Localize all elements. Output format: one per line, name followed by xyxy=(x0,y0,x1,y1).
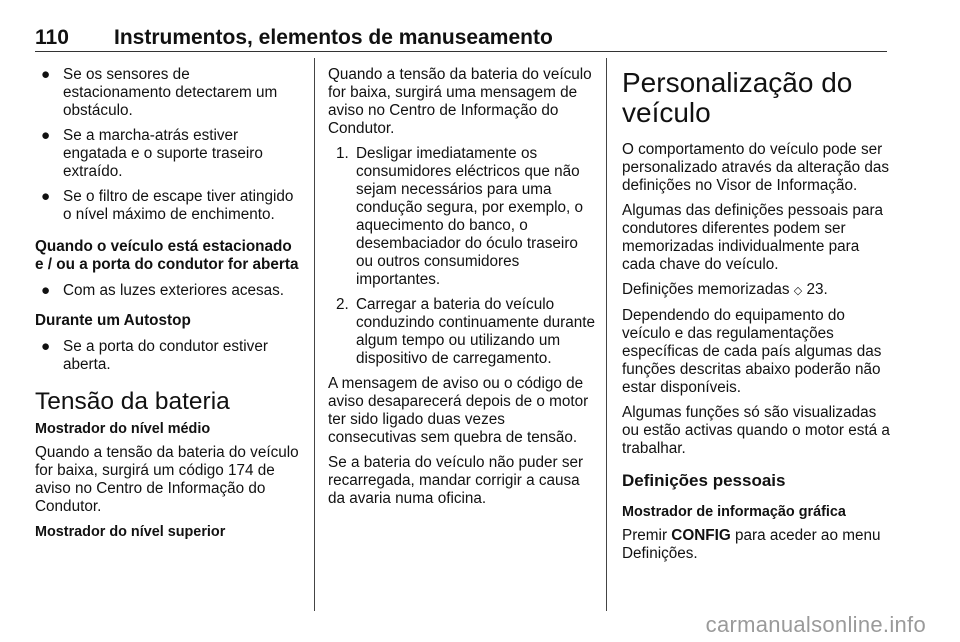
subheading-upper-level: Mostrador do nível superior xyxy=(35,524,226,540)
paragraph: A mensagem de aviso ou o código de aviso desaparecerá depois de o motor ter sido ligado duas vezes consecutivas sem quebra de tensão. xyxy=(328,375,589,446)
subheading-personal-settings: Definições pessoais xyxy=(622,471,786,490)
section-title-personalization: Personalização do veículo xyxy=(622,67,853,128)
section-title-battery: Tensão da bateria xyxy=(35,388,230,415)
page-number: 110 xyxy=(35,26,69,49)
bullet-icon: ● xyxy=(41,188,51,205)
bullet-icon: ● xyxy=(41,338,51,355)
column-3 xyxy=(622,68,890,570)
page-header xyxy=(35,26,887,50)
subheading-autostop: Durante um Autostop xyxy=(35,312,191,329)
paragraph: Algumas funções só são visualizadas ou estão activas quando o motor está a trabalhar. xyxy=(622,404,890,457)
bullet-icon: ● xyxy=(41,127,51,144)
bullet-item: ● Se a marcha-atrás estiver engatada e o suporte traseiro extraído. xyxy=(41,127,263,180)
paragraph: Quando a tensão da bateria do veículo for baixa, surgirá uma mensagem de aviso no Centro de Informação do Condutor. xyxy=(328,66,592,137)
reference-arrow-icon: ◇ xyxy=(793,285,803,297)
bullet-item: ● Se o filtro de escape tiver atingido o nível máximo de enchimento. xyxy=(41,188,294,223)
column-divider-2 xyxy=(606,58,607,611)
paragraph: Premir CONFIG para aceder ao menu Definições. xyxy=(622,527,881,562)
paragraph: Algumas das definições pessoais para condutores diferentes podem ser memorizadas individualmente para cada chave do veículo. xyxy=(622,202,884,273)
numbered-step: 1. Desligar imediatamente os consumidores eléctricos que não sejam necessários para uma condução segura, por exemplo, o aquecimento do banco, o desembaciador do óculo traseiro ou outros consumidores importantes. xyxy=(336,145,584,288)
column-1 xyxy=(35,66,300,547)
subheading-parked: Quando o veículo está estacionado e / ou a porta do condutor for aberta xyxy=(35,238,299,273)
header-rule xyxy=(35,51,887,52)
chapter-title: Instrumentos, elementos de manuseamento xyxy=(114,26,553,49)
bullet-item: ● Se os sensores de estacionamento detectarem um obstáculo. xyxy=(41,66,278,119)
page-reference[interactable]: 23. xyxy=(806,281,828,298)
paragraph: Dependendo do equipamento do veículo e das regulamentações específicas de cada país algumas das funções descritas abaixo poderão não estar disponíveis. xyxy=(622,307,882,396)
paragraph: O comportamento do veículo pode ser personalizado através da alteração das definições no Visor de Informação. xyxy=(622,141,890,194)
paragraph-reference: Definições memorizadas ◇ 23. xyxy=(622,281,828,298)
numbered-step: 2. Carregar a bateria do veículo conduzindo continuamente durante algum tempo ou utilizando um dispositivo de carregamento. xyxy=(336,296,595,367)
bullet-icon: ● xyxy=(41,66,51,83)
subheading-mid-level: Mostrador do nível médio xyxy=(35,421,211,437)
column-divider-1 xyxy=(314,58,315,611)
bullet-item: ● Se a porta do condutor estiver aberta. xyxy=(41,338,268,373)
subheading-graphic-display: Mostrador de informação gráfica xyxy=(622,504,846,520)
bullet-icon: ● xyxy=(41,282,51,299)
paragraph: Quando a tensão da bateria do veículo for baixa, surgirá um código 174 de aviso no Centro de Informação do Condutor. xyxy=(35,444,299,515)
watermark: carmanualsonline.info xyxy=(705,612,926,637)
config-key-label: CONFIG xyxy=(671,527,731,544)
column-2 xyxy=(328,66,596,515)
bullet-item: ● Com as luzes exteriores acesas. xyxy=(41,282,285,299)
paragraph: Se a bateria do veículo não puder ser recarregada, mandar corrigir a causa da avaria numa oficina. xyxy=(328,454,584,507)
